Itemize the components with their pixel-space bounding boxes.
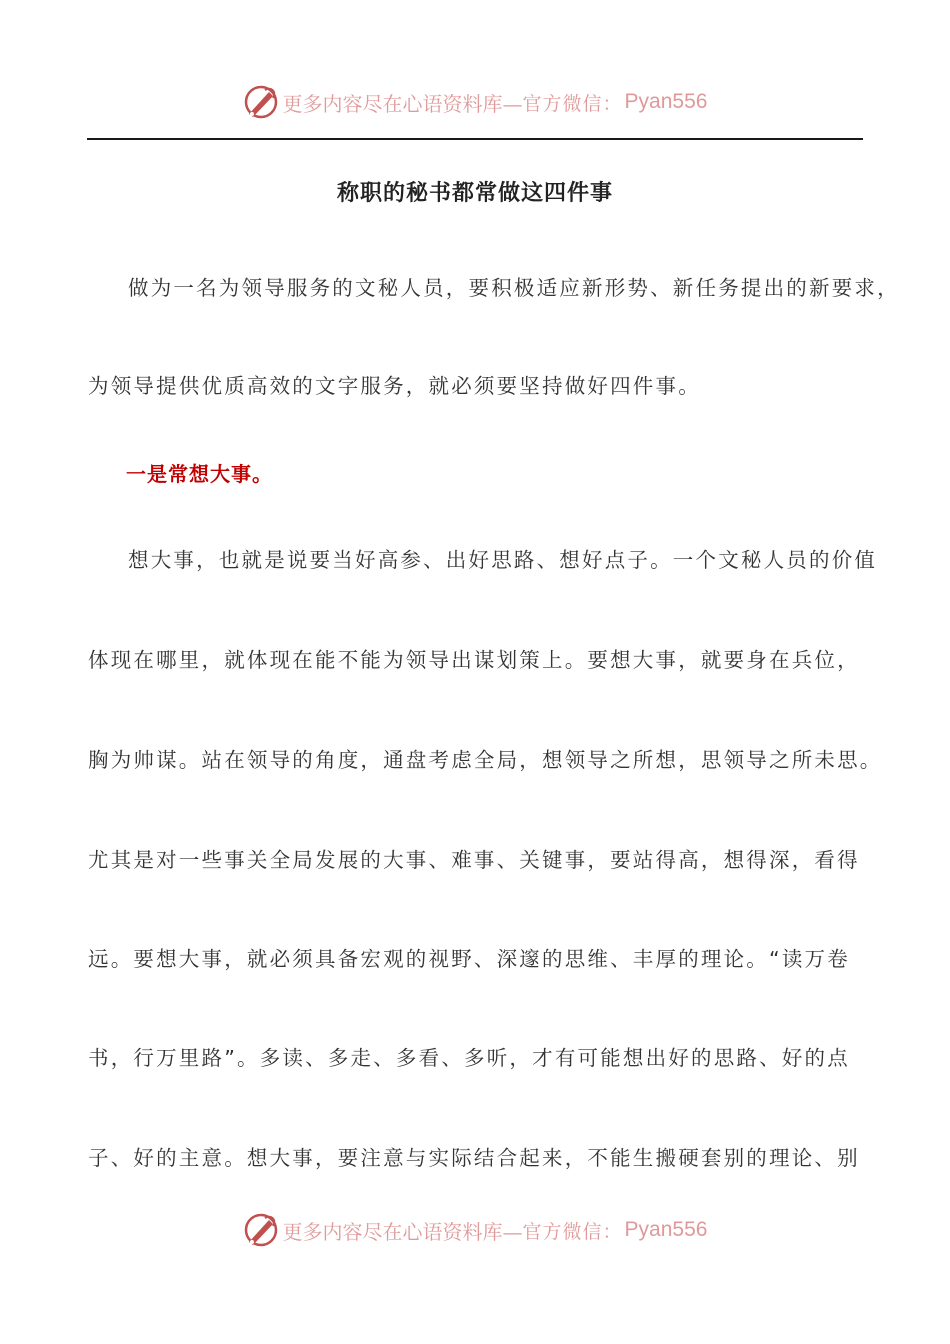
intro-line-2: 为领导提供优质高效的文字服务，就必须要坚持做好四件事。 xyxy=(88,374,701,398)
body-line-1: 想大事，也就是说要当好高参、出好思路、想好点子。一个文秘人员的价值 xyxy=(128,548,878,572)
banner-wechat-id: Pyan556 xyxy=(624,1218,708,1241)
pen-logo-icon xyxy=(243,1212,279,1248)
body-line-4: 尤其是对一些事关全局发展的大事、难事、关键事，要站得高，想得深，看得 xyxy=(88,848,860,872)
banner-wechat-label: 官方微信： xyxy=(522,1220,623,1243)
body-line-6: 书，行万里路”。多读、多走、多看、多听，才有可能想出好的思路、好的点 xyxy=(88,1046,850,1070)
header-divider xyxy=(87,138,863,140)
body-line-3: 胸为帅谋。站在领导的角度，通盘考虑全局，想领导之所想，思领导之所未思。 xyxy=(88,748,883,772)
pen-logo-icon xyxy=(243,84,279,120)
body-line-2: 体现在哪里，就体现在能不能为领导出谋划策上。要想大事，就要身在兵位， xyxy=(88,648,860,672)
header-banner xyxy=(0,82,950,122)
banner-text: 更多内容尽在心语资料库— xyxy=(282,91,523,116)
body-line-7: 子、好的主意。想大事，要注意与实际结合起来，不能生搬硬套别的理论、别 xyxy=(88,1146,860,1170)
section-heading: 一是常想大事。 xyxy=(126,462,273,486)
footer-banner xyxy=(0,1210,950,1250)
body-line-5: 远。要想大事，就必须具备宏观的视野、深邃的思维、丰厚的理论。“读万卷 xyxy=(88,947,850,971)
banner-wechat-id: Pyan556 xyxy=(624,90,708,113)
banner-wechat-label: 官方微信： xyxy=(522,92,623,115)
banner-text: 更多内容尽在心语资料库— xyxy=(282,1219,523,1244)
document-title: 称职的秘书都常做这四件事 xyxy=(336,181,613,206)
intro-line-1: 做为一名为领导服务的文秘人员，要积极适应新形势、新任务提出的新要求， xyxy=(128,276,900,300)
